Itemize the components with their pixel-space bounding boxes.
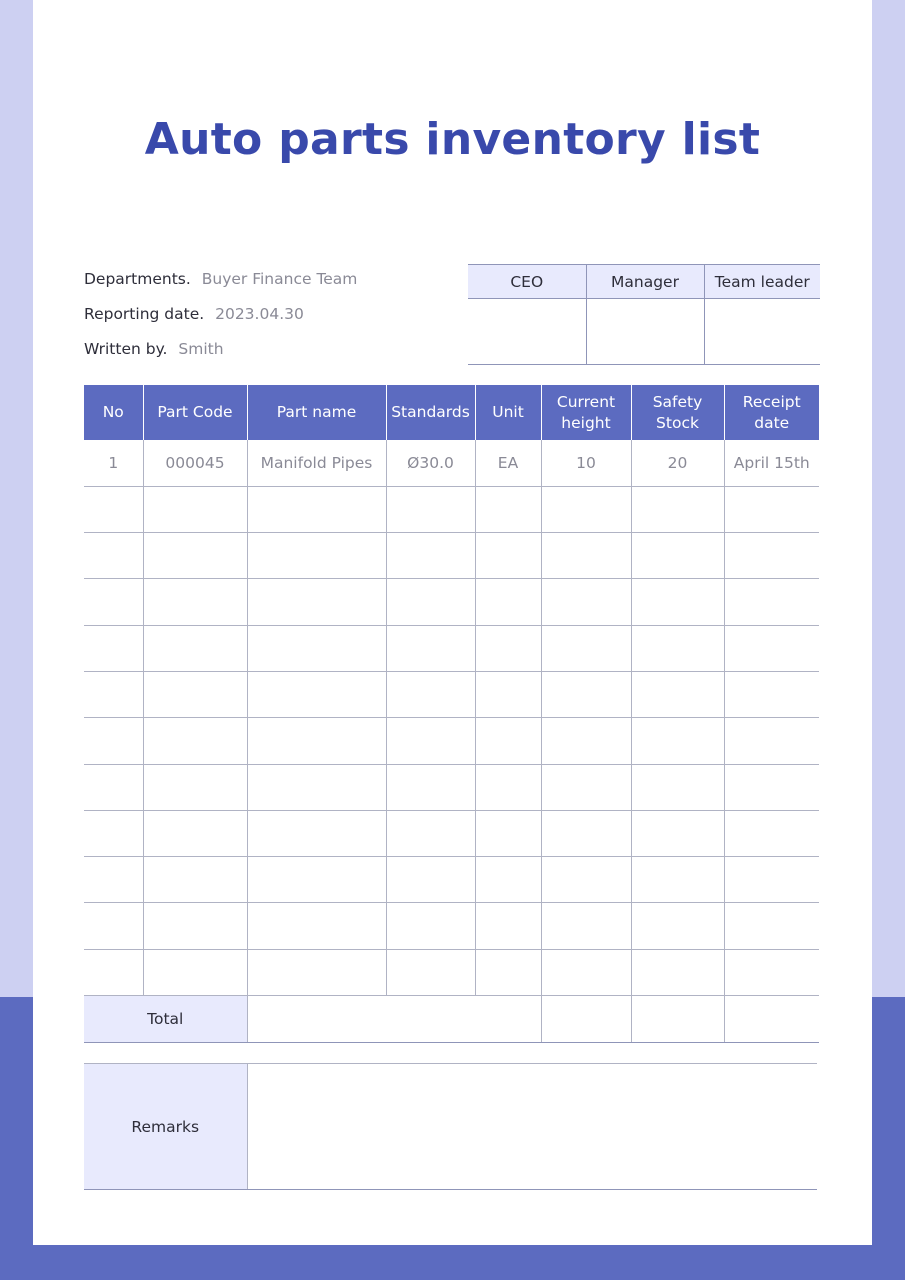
cell-part-code[interactable] bbox=[143, 533, 247, 579]
cell-standards[interactable] bbox=[386, 764, 475, 810]
cell-receipt-date[interactable] bbox=[724, 764, 819, 810]
cell-current-height[interactable]: 10 bbox=[541, 440, 631, 486]
written-by-field bbox=[84, 340, 224, 358]
cell-current-height[interactable] bbox=[541, 671, 631, 717]
cell-part-name[interactable] bbox=[247, 903, 386, 949]
inventory-header-row bbox=[84, 385, 819, 440]
cell-receipt-date[interactable] bbox=[724, 671, 819, 717]
cell-no[interactable] bbox=[84, 810, 143, 856]
header-standards: Standards bbox=[386, 385, 475, 440]
cell-standards[interactable] bbox=[386, 579, 475, 625]
cell-standards[interactable] bbox=[386, 903, 475, 949]
cell-safety-stock[interactable] bbox=[631, 810, 724, 856]
approval-header-team-leader: Team leader bbox=[704, 265, 820, 299]
approval-sign-team-leader[interactable] bbox=[704, 299, 820, 365]
cell-part-name[interactable] bbox=[247, 533, 386, 579]
table-row bbox=[84, 810, 819, 856]
reporting-date-value: 2023.04.30 bbox=[215, 305, 304, 323]
cell-current-height[interactable] bbox=[541, 903, 631, 949]
page-title: Auto parts inventory list bbox=[144, 114, 761, 165]
cell-safety-stock[interactable] bbox=[631, 857, 724, 903]
cell-part-name[interactable] bbox=[247, 625, 386, 671]
cell-part-code[interactable] bbox=[143, 903, 247, 949]
written-by-label: Written by. bbox=[84, 340, 168, 358]
cell-unit[interactable] bbox=[475, 949, 541, 995]
cell-safety-stock[interactable] bbox=[631, 949, 724, 995]
cell-receipt-date[interactable] bbox=[724, 625, 819, 671]
cell-unit[interactable] bbox=[475, 486, 541, 532]
cell-no[interactable] bbox=[84, 671, 143, 717]
cell-part-code[interactable] bbox=[143, 810, 247, 856]
cell-safety-stock[interactable] bbox=[631, 533, 724, 579]
cell-current-height[interactable] bbox=[541, 764, 631, 810]
header-unit: Unit bbox=[475, 385, 541, 440]
cell-receipt-date[interactable] bbox=[724, 810, 819, 856]
cell-receipt-date[interactable] bbox=[724, 486, 819, 532]
table-row bbox=[84, 857, 819, 903]
header-receipt-date: Receipt date bbox=[724, 385, 819, 440]
departments-label: Departments. bbox=[84, 270, 191, 288]
cell-no[interactable] bbox=[84, 718, 143, 764]
cell-part-code[interactable]: 000045 bbox=[143, 440, 247, 486]
remarks-label: Remarks bbox=[84, 1064, 247, 1190]
departments-value: Buyer Finance Team bbox=[201, 270, 358, 288]
departments-field bbox=[84, 270, 357, 288]
table-row bbox=[84, 949, 819, 995]
cell-unit[interactable] bbox=[475, 764, 541, 810]
cell-receipt-date[interactable] bbox=[724, 857, 819, 903]
cell-unit[interactable] bbox=[475, 625, 541, 671]
cell-no[interactable]: 1 bbox=[84, 440, 143, 486]
cell-current-height[interactable] bbox=[541, 857, 631, 903]
cell-unit[interactable] bbox=[475, 903, 541, 949]
approval-sign-manager[interactable] bbox=[586, 299, 704, 365]
cell-current-height[interactable] bbox=[541, 718, 631, 764]
cell-current-height[interactable] bbox=[541, 949, 631, 995]
cell-unit[interactable]: EA bbox=[475, 440, 541, 486]
cell-standards[interactable] bbox=[386, 671, 475, 717]
cell-standards[interactable] bbox=[386, 625, 475, 671]
cell-unit[interactable] bbox=[475, 810, 541, 856]
cell-no[interactable] bbox=[84, 625, 143, 671]
cell-part-code[interactable] bbox=[143, 718, 247, 764]
header-current-height: Current height bbox=[541, 385, 631, 440]
table-row bbox=[84, 671, 819, 717]
cell-safety-stock[interactable] bbox=[631, 486, 724, 532]
table-row bbox=[84, 440, 819, 486]
total-row bbox=[84, 996, 819, 1043]
cell-part-code[interactable] bbox=[143, 857, 247, 903]
reporting-date-field bbox=[84, 305, 304, 323]
cell-standards[interactable] bbox=[386, 857, 475, 903]
cell-part-name[interactable] bbox=[247, 579, 386, 625]
cell-no[interactable] bbox=[84, 486, 143, 532]
header-part-code: Part Code bbox=[143, 385, 247, 440]
cell-current-height[interactable] bbox=[541, 810, 631, 856]
total-value-cell[interactable] bbox=[247, 996, 541, 1043]
cell-unit[interactable] bbox=[475, 671, 541, 717]
remarks-field[interactable] bbox=[247, 1064, 817, 1190]
cell-no[interactable] bbox=[84, 579, 143, 625]
cell-part-name[interactable] bbox=[247, 810, 386, 856]
table-row bbox=[84, 579, 819, 625]
cell-part-code[interactable] bbox=[143, 671, 247, 717]
written-by-value: Smith bbox=[178, 340, 224, 358]
cell-no[interactable] bbox=[84, 533, 143, 579]
cell-part-name[interactable] bbox=[247, 857, 386, 903]
cell-receipt-date[interactable]: April 15th bbox=[724, 440, 819, 486]
remarks-table bbox=[84, 1063, 817, 1190]
cell-part-code[interactable] bbox=[143, 579, 247, 625]
cell-standards[interactable] bbox=[386, 949, 475, 995]
cell-receipt-date[interactable] bbox=[724, 579, 819, 625]
table-row bbox=[84, 718, 819, 764]
cell-no[interactable] bbox=[84, 903, 143, 949]
cell-unit[interactable] bbox=[475, 579, 541, 625]
cell-receipt-date[interactable] bbox=[724, 533, 819, 579]
table-row bbox=[84, 625, 819, 671]
table-row bbox=[84, 486, 819, 532]
cell-receipt-date[interactable] bbox=[724, 903, 819, 949]
cell-unit[interactable] bbox=[475, 533, 541, 579]
cell-current-height[interactable] bbox=[541, 579, 631, 625]
cell-receipt-date[interactable] bbox=[724, 718, 819, 764]
header-no: No bbox=[84, 385, 143, 440]
header-part-name: Part name bbox=[247, 385, 386, 440]
cell-part-name[interactable] bbox=[247, 718, 386, 764]
cell-standards[interactable]: Ø30.0 bbox=[386, 440, 475, 486]
cell-part-name[interactable] bbox=[247, 764, 386, 810]
cell-unit[interactable] bbox=[475, 857, 541, 903]
total-current-height[interactable] bbox=[541, 996, 631, 1043]
cell-safety-stock[interactable] bbox=[631, 903, 724, 949]
cell-part-code[interactable] bbox=[143, 949, 247, 995]
header-safety-stock: Safety Stock bbox=[631, 385, 724, 440]
inventory-table bbox=[84, 385, 819, 1043]
table-row bbox=[84, 533, 819, 579]
cell-unit[interactable] bbox=[475, 718, 541, 764]
approval-header-ceo: CEO bbox=[468, 265, 586, 299]
cell-part-name[interactable] bbox=[247, 949, 386, 995]
cell-part-code[interactable] bbox=[143, 486, 247, 532]
cell-no[interactable] bbox=[84, 764, 143, 810]
total-safety-stock[interactable] bbox=[631, 996, 724, 1043]
table-row bbox=[84, 903, 819, 949]
cell-current-height[interactable] bbox=[541, 533, 631, 579]
cell-no[interactable] bbox=[84, 857, 143, 903]
table-row bbox=[84, 764, 819, 810]
cell-standards[interactable] bbox=[386, 810, 475, 856]
cell-no[interactable] bbox=[84, 949, 143, 995]
cell-safety-stock[interactable] bbox=[631, 625, 724, 671]
cell-standards[interactable] bbox=[386, 533, 475, 579]
cell-part-name[interactable]: Manifold Pipes bbox=[247, 440, 386, 486]
cell-safety-stock[interactable] bbox=[631, 764, 724, 810]
cell-current-height[interactable] bbox=[541, 486, 631, 532]
approval-sign-ceo[interactable] bbox=[468, 299, 586, 365]
total-label: Total bbox=[84, 996, 247, 1043]
cell-safety-stock[interactable]: 20 bbox=[631, 440, 724, 486]
cell-safety-stock[interactable] bbox=[631, 671, 724, 717]
cell-part-code[interactable] bbox=[143, 764, 247, 810]
cell-part-name[interactable] bbox=[247, 486, 386, 532]
cell-standards[interactable] bbox=[386, 486, 475, 532]
reporting-date-label: Reporting date. bbox=[84, 305, 205, 323]
cell-standards[interactable] bbox=[386, 718, 475, 764]
total-receipt-date[interactable] bbox=[724, 996, 819, 1043]
cell-safety-stock[interactable] bbox=[631, 579, 724, 625]
cell-receipt-date[interactable] bbox=[724, 949, 819, 995]
approval-table bbox=[468, 264, 820, 365]
cell-safety-stock[interactable] bbox=[631, 718, 724, 764]
cell-part-code[interactable] bbox=[143, 625, 247, 671]
cell-part-name[interactable] bbox=[247, 671, 386, 717]
cell-current-height[interactable] bbox=[541, 625, 631, 671]
approval-header-manager: Manager bbox=[586, 265, 704, 299]
